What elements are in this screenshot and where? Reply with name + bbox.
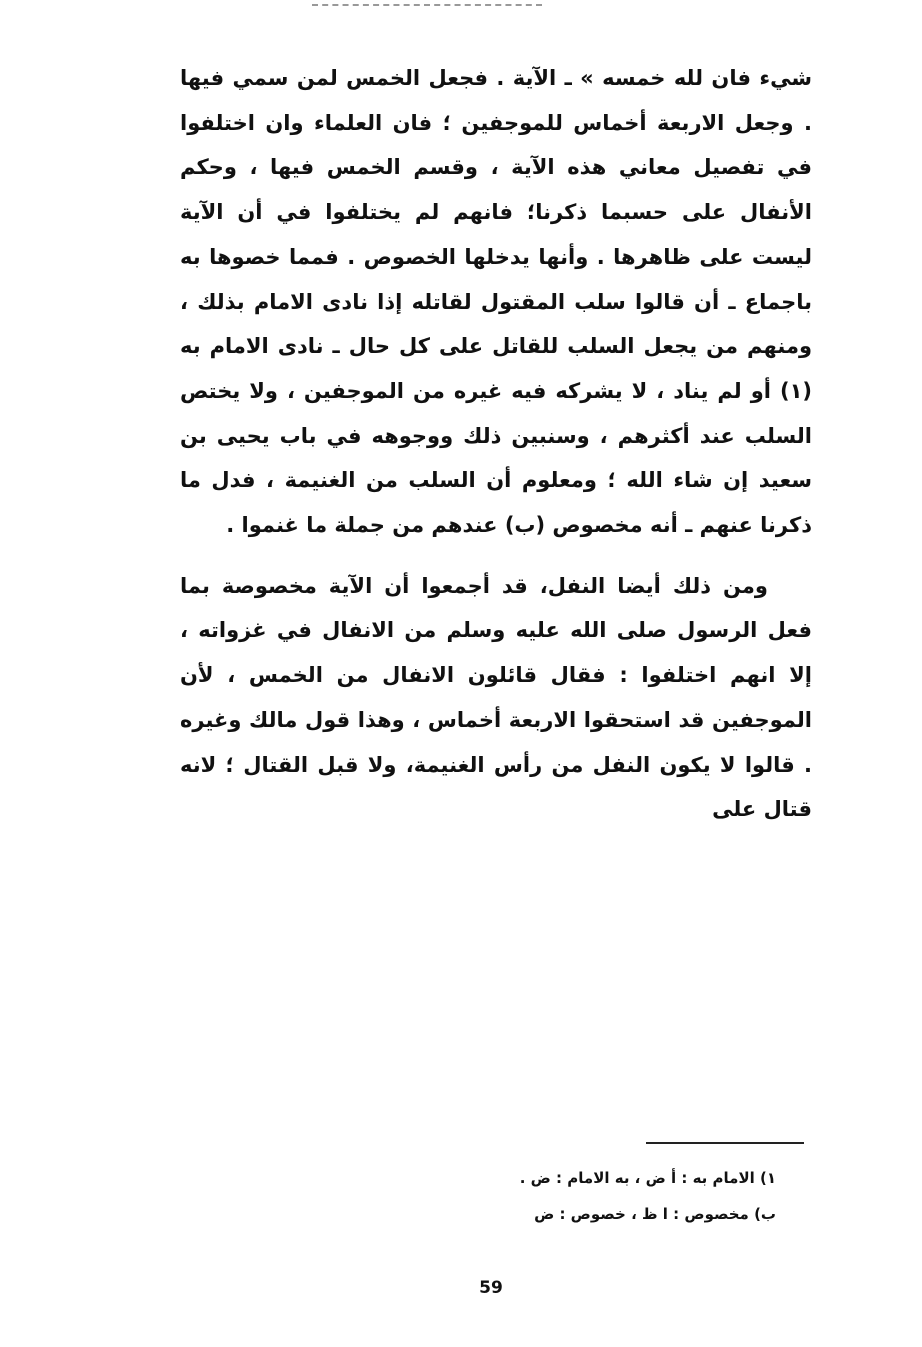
top-decorative-rule bbox=[312, 4, 542, 6]
paragraph-1: شيء فان لله خمسه » ـ الآية . فجعل الخمس لمن سمي فيها . وجعل الاربعة أخماس للموجفين ؛ فان العلماء وان اختلفوا في تفصيل معاني هذه الآية ، وقسم الخمس فيها ، وحكم الأنفال على حسبما ذكرنا؛ فانهم لم يختلفوا في أن الآية ليست على ظاهرها . وأنها يدخلها الخصوص . فمما خصوها به باجماع ـ أن قالوا سلب المقتول لقاتله إذا نادى الامام بذلك ، ومنهم من يجعل السلب للقاتل على كل حال ـ نادى الامام به (١) أو لم يناد ، لا يشركه فيه غيره من الموجفين ، ولا يختص السلب عند أكثرهم ، وسنبين ذلك ووجوهه في باب يحيى بن سعيد إن شاء الله ؛ ومعلوم أن السلب من الغنيمة ، فدل ما ذكرنا عنهم ـ أنه مخصوص (ب) عندهم من جملة ما غنموا . bbox=[180, 66, 812, 538]
footnote-separator bbox=[646, 1142, 804, 1144]
page-number: 59 bbox=[479, 1278, 503, 1298]
footnote-2: ب) مخصوص : ا ظ ، خصوص : ض bbox=[534, 1205, 776, 1223]
footnotes bbox=[380, 1160, 776, 1232]
main-text-block bbox=[180, 56, 812, 832]
footnote-1: ١) الامام به : أ ض ، به الامام : ض . bbox=[519, 1169, 776, 1187]
paragraph-2: ومن ذلك أيضا النفل، قد أجمعوا أن الآية مخصوصة بما فعل الرسول صلى الله عليه وسلم من الانفال في غزواته ، إلا انهم اختلفوا : فقال قائلون الانفال من الخمس ، لأن الموجفين قد استحقوا الاربعة أخماس ، وهذا قول مالك وغيره . قالوا لا يكون النفل من رأس الغنيمة، ولا قبل القتال ؛ لانه قتال على bbox=[180, 573, 812, 822]
